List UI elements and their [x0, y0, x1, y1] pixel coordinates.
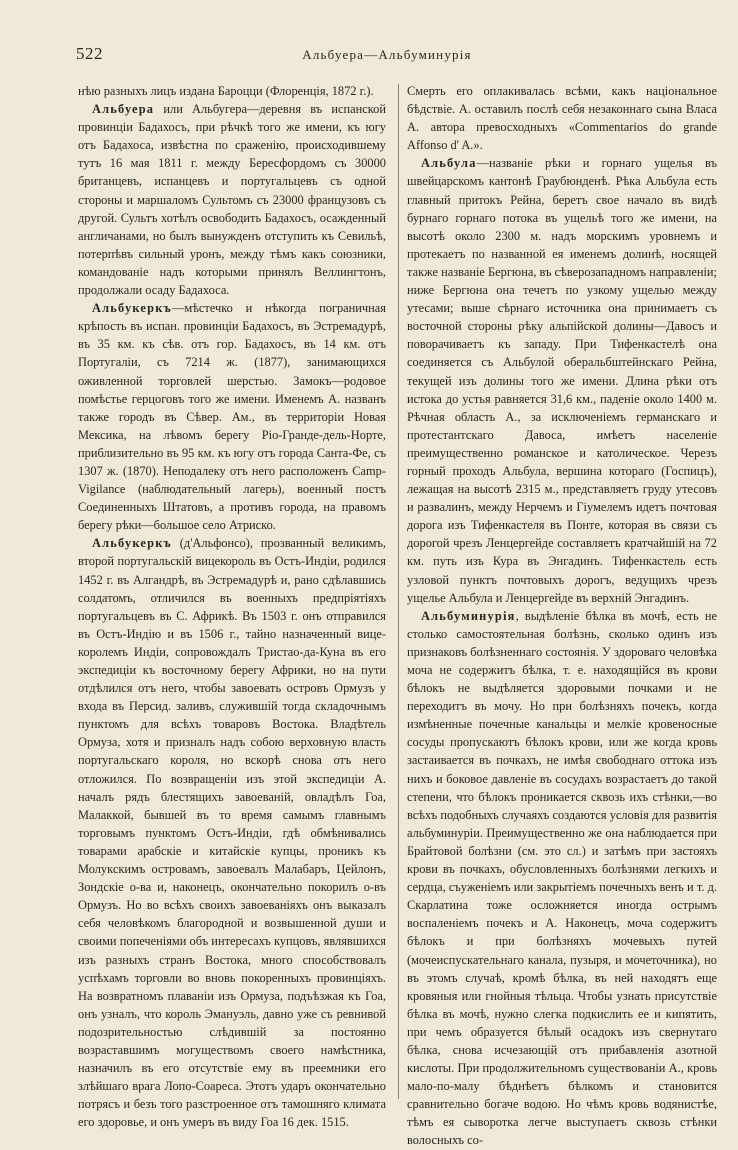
article-text: нѣю разныхъ лицъ издана Бароцци (Флоренція, 1872 г.).	[78, 84, 374, 98]
running-title: Альбуера—Альбуминурія	[302, 47, 472, 62]
article-paragraph	[78, 299, 386, 534]
entry-term: Альбукеркъ	[92, 536, 172, 551]
entry-term: Альбуминурія	[421, 608, 516, 623]
article-text: , выдѣленіе бѣлка въ мочѣ, есть не столько самостоятельная болѣзнь, сколько одинъ изъ признаковъ болѣзненнаго состоянія. У здороваго человѣка моча не содержитъ бѣлка, т. е. находящійся въ крови бѣлокъ не выдѣляется здоровыми почками и не переходитъ въ мочу. Но при болѣзняхъ почекъ, когда измѣненные почечные канальцы и мелкіе кровеносные сосуды пропускаютъ бѣлокъ крови, или же когда кровь застаивается въ почкахъ, не имѣя свободнаго оттока изъ нихъ и боковое давленіе въ сосудахъ возрастаетъ до такой степени, что бѣлокъ проникается сквозь ихъ стѣнки,—во всѣхъ подобныхъ случаяхъ создаются условія для развитія альбуминуріи. Преимущественно же она наблюдается при Брайтовой болѣзни (см. это сл.) и затѣмъ при застояхъ крови въ почкахъ, обусловленныхъ болѣзнями легкихъ и сердца, съуженіемъ или закрытіемъ почечныхъ венъ и т. д. Скарлатина тоже осложняется иногда острымъ воспаленіемъ почекъ и А. Наконецъ, моча содержитъ бѣлокъ и при болѣзняхъ мочевыхъ путей (мочеиспускательнаго канала, пузыря, и мочеточника), но въ этомъ случаѣ, кромѣ бѣлка, въ ней находятъ еще кровяныя или гнойныя тѣльца. Чтобы узнать присутствіе бѣлка въ мочѣ, нужно слегка подкислить ее и кипятить, при чемъ образуется бѣлый осадокъ изъ свернутаго бѣлка, снова исчезающій отъ прибавленія азотной кислоты. При продолжительномъ существованіи А., кровь мало-по-малу бѣднѣетъ бѣлкомъ и становится сравнительно богаче водою. Но чѣмъ кровь водянистѣе, тѣмъ ея сыворотка легче выступаетъ сквозь стѣнки волосныхъ со-	[407, 608, 717, 1148]
article-text: или Альбугера—деревня въ испанской провинціи Бадахосъ, при рѣчкѣ того же имени, къ югу отъ Бадахоса, извѣстна по сраженію, происходившему тутъ 16 мая 1811 г. между Бересфордомъ съ 30000 британцевъ, испанцевъ и португальцевъ съ одной стороны и маршаломъ Сультомъ съ 23000 французовъ съ другой. Сультъ хотѣлъ освободить Бадахосъ, осажденный англичанами, но былъ вынужденъ отступить къ Севильѣ, потерпѣвъ сильный уронъ, между тѣмъ какъ союзники, командованіе надъ которыми принялъ Веллингтонъ, продолжали осаду Бадахоса.	[78, 102, 386, 298]
article-text: (д'Альфонсо), прозванный великимъ, второй португальскій вицекороль въ Остъ-Индіи, родился 1452 г. въ Алгандрѣ, въ Эстремадурѣ и, рано сдѣлавшись солдатомъ, отличился въ военныхъ предпріятіяхъ португальцевъ въ С. Африкѣ. Въ 1503 г. онъ отправился въ Остъ-Индію и въ 1506 г., тайно назначенный вице-королемъ Индіи, сопровождалъ Тристао-да-Куна въ его экспедиціи къ восточному берегу Африки, но на пути отдѣлился отъ него, чтобы завоевать островъ Ормузъ у входа въ Персид. заливъ, служившій тогда складочнымъ пунктомъ для всѣхъ товаровъ Востока. Владѣтель Ормуза, хотя и призналъ надъ собою верховную власть португальскаго короля, но вскорѣ снова отъ него отложился. По возвращеніи изъ этой экспедиціи А. началъ рядъ блестящихъ завоеваній, овладѣлъ Гоа, Малаккой, бывшей въ то время самымъ главнымъ торговымъ пунктомъ Остъ-Индіи, гдѣ обмѣнивались товарами арабскіе и китайскіе купцы, проникъ къ Молукскимъ островамъ, завоевалъ Малабаръ, Цейлонъ, Зондскіе о-ва и, наконецъ, окончательно покорилъ о-въ Ормузъ. Но во всѣхъ своихъ завоеваніяхъ онъ выказалъ себя человѣкомъ благородной и возвышенной души и своими попеченіями объ интересахъ купцовъ, являвшихся изъ разныхъ странъ Востока, много способствовалъ успѣхамъ торговли во вновь покоренныхъ провинціяхъ. На возвратномъ плаваніи изъ Ормуза, подъѣзжая къ Гоа, онъ узналъ, что король Эмануэль, давно уже съ ревнивой подозрительностью слѣдившій за постоянно возраставшимъ могуществомъ своего намѣстника, назначилъ въ его отсутствіе ему въ преемники его злѣйшаго врага Лопо-Соареса. Этотъ ударъ окончательно потрясъ и безъ того разстроенное отъ тамошняго климата его здоровье, и онъ умеръ въ виду Гоа 16 дек. 1515.	[78, 536, 386, 1130]
entry-term: Альбукеркъ	[92, 301, 172, 316]
column-divider	[398, 84, 399, 1099]
article-paragraph	[407, 82, 717, 154]
right-column	[407, 82, 717, 1150]
left-column	[78, 82, 386, 1131]
article-paragraph	[407, 607, 717, 1150]
article-paragraph	[78, 100, 386, 299]
article-paragraph	[407, 154, 717, 606]
article-text: —мѣстечко и нѣкогда пограничная крѣпость въ испан. провинціи Бадахосъ, въ Эстремадурѣ, въ 35 км. къ сѣв. отъ гор. Бадахосъ, въ 14 км. отъ Португаліи, съ 7214 ж. (1877), занимающихся оживленной торговлей шерстью. Замокъ—родовое помѣстье герцоговъ того же имени. Именемъ А. названъ также городъ въ Сѣвер. Ам., въ территоріи Новая Мексика, на лѣвомъ берегу Ріо-Гранде-дель-Норте, приблизительно въ 95 км. къ югу отъ города Санта-Фе, съ 1307 ж. (1870). Неподалеку отъ него расположенъ Camp-Vigilance (наблюдательный лагерь), военный постъ Соединенныхъ Штатовъ, а противъ города, на правомъ берегу рѣки—большое село Атриско.	[78, 301, 386, 533]
page-header	[76, 44, 698, 66]
article-paragraph	[78, 534, 386, 1131]
article-paragraph	[78, 82, 386, 100]
entry-term: Альбуера	[92, 102, 155, 117]
page-number: 522	[76, 44, 103, 63]
entry-term: Альбула	[421, 156, 477, 171]
article-text: Смерть его оплакивалась всѣми, какъ національное бѣдствіе. А. оставилъ послѣ себя незаконнаго сына Власа А. автора превосходныхъ «Commentarios do grande Affonso d' A.».	[407, 84, 717, 153]
article-text: —названіе рѣки и горнаго ущелья въ швейцарскомъ кантонѣ Граубюнденѣ. Рѣка Альбула есть главный притокъ Рейна, беретъ свое начало въ видѣ бурнаго горнаго потока въ ущельѣ того же имени, на высотѣ около 2300 м. надъ морскимъ уровнемъ и протекаетъ по названной ея именемъ долинѣ, носящей также названіе Бергюна, въ сѣверозападномъ направленіи; ниже Бергюна она течетъ по узкому ущелью между утесами; выше сѣрнаго источника она принимаетъ съ восточной стороны рѣку альпійской долины—Давосъ и поворачиваетъ къ западу. При Тифенкастелѣ она соединяется съ Альбулой оберальбштейнскаго Рейна, текущей изъ долины того же имени. Длина рѣки отъ истока до устья равняется 31,6 км., паденіе около 1400 м. Рѣчная область А., за исключеніемъ германскаго и протестантскаго Давоса, имѣетъ населеніе преимущественно романское и католическое. Черезъ горный проходъ Альбула, вершина котораго (Госпицъ), лежащая на высотѣ 2315 м., представляетъ груду утесовъ и развалинъ, между Нерчемъ и Гіумелемъ идетъ почтовая дорога изъ Тифенкастеля въ Понте, которая въ связи съ дорогой чрезъ Ленцергейде составляетъ кратчайшій на 72 км. путь изъ Кура въ Энгадинъ. Тифенкастель есть узловой пунктъ почтовыхъ дорогъ, ведущихъ чрезъ ущелье Альбула и Ленцергейде въ верхній Энгадинъ.	[407, 156, 717, 605]
